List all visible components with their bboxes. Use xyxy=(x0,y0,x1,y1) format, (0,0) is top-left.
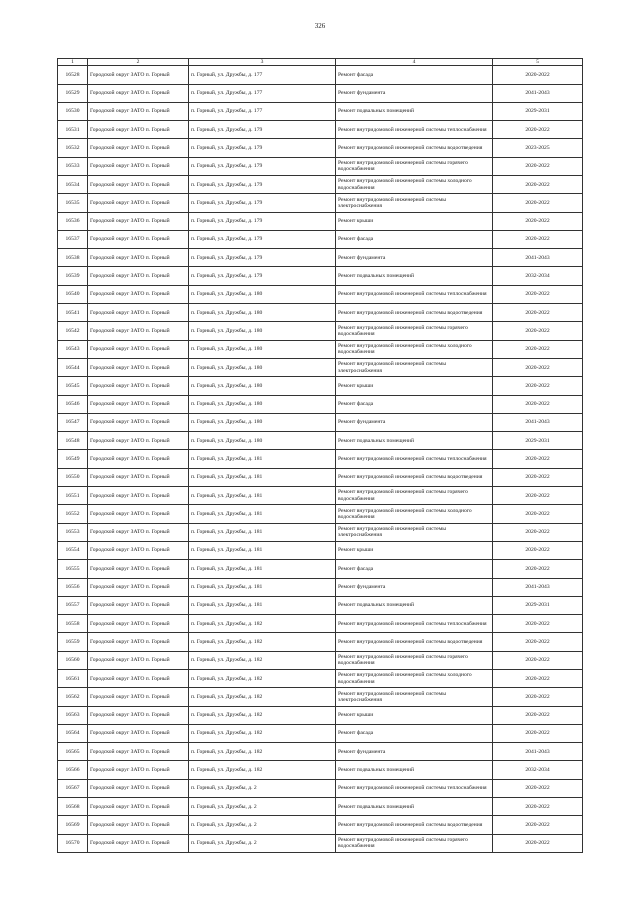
address-cell: п. Горный, ул. Дружбы, д. 180 xyxy=(189,377,336,395)
row-number-cell: 16528 xyxy=(58,66,88,84)
address-cell: п. Горный, ул. Дружбы, д. 179 xyxy=(189,175,336,193)
row-number-cell: 16542 xyxy=(58,322,88,340)
municipality-cell: Городской округ ЗАТО п. Горный xyxy=(88,468,189,486)
address-cell: п. Горный, ул. Дружбы, д. 180 xyxy=(189,413,336,431)
address-cell: п. Горный, ул. Дружбы, д. 182 xyxy=(189,743,336,761)
address-cell: п. Горный, ул. Дружбы, д. 182 xyxy=(189,724,336,742)
address-cell: п. Горный, ул. Дружбы, д. 177 xyxy=(189,66,336,84)
table-row xyxy=(58,798,583,816)
row-number-cell: 16555 xyxy=(58,560,88,578)
municipality-cell: Городской округ ЗАТО п. Горный xyxy=(88,487,189,505)
period-cell: 2041-2043 xyxy=(493,413,583,431)
municipality-cell: Городской округ ЗАТО п. Горный xyxy=(88,670,189,688)
row-number-cell: 16554 xyxy=(58,541,88,559)
work-type-cell: Ремонт подвальных помещений xyxy=(336,798,493,816)
work-type-cell: Ремонт подвальных помещений xyxy=(336,432,493,450)
table-row xyxy=(58,541,583,559)
table-row xyxy=(58,175,583,193)
row-number-cell: 16546 xyxy=(58,395,88,413)
table-body xyxy=(58,66,583,853)
table-header xyxy=(58,59,583,66)
row-number-cell: 16535 xyxy=(58,194,88,212)
work-type-cell: Ремонт внутридомовой инженерной системы горячего водоснабжения xyxy=(336,157,493,175)
municipality-cell: Городской округ ЗАТО п. Горный xyxy=(88,761,189,779)
row-number-cell: 16565 xyxy=(58,743,88,761)
work-type-cell: Ремонт крыши xyxy=(336,541,493,559)
period-cell: 2020-2022 xyxy=(493,304,583,322)
header-row xyxy=(58,59,583,66)
table-row xyxy=(58,487,583,505)
work-type-cell: Ремонт внутридомовой инженерной системы горячего водоснабжения xyxy=(336,487,493,505)
work-type-cell: Ремонт внутридомовой инженерной системы водоотведения xyxy=(336,139,493,157)
municipality-cell: Городской округ ЗАТО п. Горный xyxy=(88,450,189,468)
period-cell: 2020-2022 xyxy=(493,724,583,742)
municipality-cell: Городской округ ЗАТО п. Горный xyxy=(88,706,189,724)
period-cell: 2020-2022 xyxy=(493,377,583,395)
address-cell: п. Горный, ул. Дружбы, д. 182 xyxy=(189,651,336,669)
address-cell: п. Горный, ул. Дружбы, д. 180 xyxy=(189,322,336,340)
table-row xyxy=(58,505,583,523)
table-row xyxy=(58,413,583,431)
period-cell: 2032-2034 xyxy=(493,761,583,779)
period-cell: 2041-2043 xyxy=(493,743,583,761)
address-cell: п. Горный, ул. Дружбы, д. 182 xyxy=(189,761,336,779)
work-type-cell: Ремонт внутридомовой инженерной системы водоотведения xyxy=(336,304,493,322)
period-cell: 2041-2043 xyxy=(493,84,583,102)
period-cell: 2023-2025 xyxy=(493,139,583,157)
work-type-cell: Ремонт подвальных помещений xyxy=(336,761,493,779)
period-cell: 2020-2022 xyxy=(493,175,583,193)
period-cell: 2020-2022 xyxy=(493,505,583,523)
municipality-cell: Городской округ ЗАТО п. Горный xyxy=(88,688,189,706)
work-type-cell: Ремонт внутридомовой инженерной системы теплоснабжения xyxy=(336,285,493,303)
municipality-cell: Городской округ ЗАТО п. Горный xyxy=(88,84,189,102)
address-cell: п. Горный, ул. Дружбы, д. 181 xyxy=(189,596,336,614)
table-row xyxy=(58,743,583,761)
row-number-cell: 16548 xyxy=(58,432,88,450)
address-cell: п. Горный, ул. Дружбы, д. 180 xyxy=(189,340,336,358)
row-number-cell: 16545 xyxy=(58,377,88,395)
column-header-3: 3 xyxy=(189,59,336,66)
municipality-cell: Городской округ ЗАТО п. Горный xyxy=(88,615,189,633)
municipality-cell: Городской округ ЗАТО п. Горный xyxy=(88,413,189,431)
work-type-cell: Ремонт фасада xyxy=(336,724,493,742)
address-cell: п. Горный, ул. Дружбы, д. 179 xyxy=(189,157,336,175)
work-type-cell: Ремонт подвальных помещений xyxy=(336,102,493,120)
row-number-cell: 16543 xyxy=(58,340,88,358)
period-cell: 2020-2022 xyxy=(493,230,583,248)
municipality-cell: Городской округ ЗАТО п. Горный xyxy=(88,102,189,120)
work-type-cell: Ремонт внутридомовой инженерной системы теплоснабжения xyxy=(336,615,493,633)
row-number-cell: 16529 xyxy=(58,84,88,102)
address-cell: п. Горный, ул. Дружбы, д. 177 xyxy=(189,84,336,102)
table-row xyxy=(58,633,583,651)
table-row xyxy=(58,322,583,340)
municipality-cell: Городской округ ЗАТО п. Горный xyxy=(88,377,189,395)
address-cell: п. Горный, ул. Дружбы, д. 177 xyxy=(189,102,336,120)
row-number-cell: 16536 xyxy=(58,212,88,230)
registry-table xyxy=(57,58,583,853)
table-row xyxy=(58,761,583,779)
table-row xyxy=(58,596,583,614)
work-type-cell: Ремонт внутридомовой инженерной системы горячего водоснабжения xyxy=(336,322,493,340)
work-type-cell: Ремонт внутридомовой инженерной системы электроснабжения xyxy=(336,688,493,706)
period-cell: 2020-2022 xyxy=(493,779,583,797)
municipality-cell: Городской округ ЗАТО п. Горный xyxy=(88,724,189,742)
table-row xyxy=(58,267,583,285)
table-row xyxy=(58,450,583,468)
work-type-cell: Ремонт внутридомовой инженерной системы электроснабжения xyxy=(336,194,493,212)
address-cell: п. Горный, ул. Дружбы, д. 181 xyxy=(189,541,336,559)
period-cell: 2020-2022 xyxy=(493,450,583,468)
municipality-cell: Городской округ ЗАТО п. Горный xyxy=(88,816,189,834)
period-cell: 2041-2043 xyxy=(493,249,583,267)
address-cell: п. Горный, ул. Дружбы, д. 181 xyxy=(189,487,336,505)
row-number-cell: 16553 xyxy=(58,523,88,541)
period-cell: 2020-2022 xyxy=(493,523,583,541)
address-cell: п. Горный, ул. Дружбы, д. 181 xyxy=(189,468,336,486)
page-number: 326 xyxy=(314,22,326,30)
period-cell: 2020-2022 xyxy=(493,541,583,559)
table-row xyxy=(58,84,583,102)
table-row xyxy=(58,834,583,852)
period-cell: 2020-2022 xyxy=(493,798,583,816)
table-row xyxy=(58,194,583,212)
row-number-cell: 16559 xyxy=(58,633,88,651)
table-row xyxy=(58,285,583,303)
table-row xyxy=(58,230,583,248)
table-row xyxy=(58,688,583,706)
period-cell: 2029-2031 xyxy=(493,596,583,614)
address-cell: п. Горный, ул. Дружбы, д. 179 xyxy=(189,194,336,212)
municipality-cell: Городской округ ЗАТО п. Горный xyxy=(88,230,189,248)
address-cell: п. Горный, ул. Дружбы, д. 179 xyxy=(189,230,336,248)
municipality-cell: Городской округ ЗАТО п. Горный xyxy=(88,175,189,193)
period-cell: 2020-2022 xyxy=(493,688,583,706)
row-number-cell: 16564 xyxy=(58,724,88,742)
period-cell: 2020-2022 xyxy=(493,487,583,505)
table-row xyxy=(58,523,583,541)
municipality-cell: Городской округ ЗАТО п. Горный xyxy=(88,523,189,541)
address-cell: п. Горный, ул. Дружбы, д. 180 xyxy=(189,304,336,322)
period-cell: 2020-2022 xyxy=(493,194,583,212)
period-cell: 2020-2022 xyxy=(493,157,583,175)
period-cell: 2020-2022 xyxy=(493,651,583,669)
period-cell: 2020-2022 xyxy=(493,395,583,413)
address-cell: п. Горный, ул. Дружбы, д. 2 xyxy=(189,816,336,834)
address-cell: п. Горный, ул. Дружбы, д. 179 xyxy=(189,139,336,157)
table-row xyxy=(58,102,583,120)
work-type-cell: Ремонт фундамента xyxy=(336,743,493,761)
row-number-cell: 16541 xyxy=(58,304,88,322)
address-cell: п. Горный, ул. Дружбы, д. 181 xyxy=(189,560,336,578)
row-number-cell: 16556 xyxy=(58,578,88,596)
work-type-cell: Ремонт внутридомовой инженерной системы теплоснабжения xyxy=(336,121,493,139)
municipality-cell: Городской округ ЗАТО п. Горный xyxy=(88,633,189,651)
column-header-5: 5 xyxy=(493,59,583,66)
table-row xyxy=(58,615,583,633)
row-number-cell: 16552 xyxy=(58,505,88,523)
work-type-cell: Ремонт внутридомовой инженерной системы горячего водоснабжения xyxy=(336,834,493,852)
municipality-cell: Городской округ ЗАТО п. Горный xyxy=(88,779,189,797)
municipality-cell: Городской округ ЗАТО п. Горный xyxy=(88,340,189,358)
municipality-cell: Городской округ ЗАТО п. Горный xyxy=(88,432,189,450)
table-row xyxy=(58,651,583,669)
address-cell: п. Горный, ул. Дружбы, д. 182 xyxy=(189,615,336,633)
row-number-cell: 16560 xyxy=(58,651,88,669)
row-number-cell: 16533 xyxy=(58,157,88,175)
municipality-cell: Городской округ ЗАТО п. Горный xyxy=(88,121,189,139)
period-cell: 2020-2022 xyxy=(493,560,583,578)
row-number-cell: 16561 xyxy=(58,670,88,688)
period-cell: 2020-2022 xyxy=(493,322,583,340)
row-number-cell: 16566 xyxy=(58,761,88,779)
municipality-cell: Городской округ ЗАТО п. Горный xyxy=(88,505,189,523)
row-number-cell: 16534 xyxy=(58,175,88,193)
table-row xyxy=(58,139,583,157)
municipality-cell: Городской округ ЗАТО п. Горный xyxy=(88,66,189,84)
row-number-cell: 16530 xyxy=(58,102,88,120)
address-cell: п. Горный, ул. Дружбы, д. 182 xyxy=(189,706,336,724)
work-type-cell: Ремонт крыши xyxy=(336,377,493,395)
table-row xyxy=(58,468,583,486)
work-type-cell: Ремонт внутридомовой инженерной системы водоотведения xyxy=(336,633,493,651)
work-type-cell: Ремонт внутридомовой инженерной системы теплоснабжения xyxy=(336,450,493,468)
table-row xyxy=(58,670,583,688)
address-cell: п. Горный, ул. Дружбы, д. 179 xyxy=(189,212,336,230)
work-type-cell: Ремонт внутридомовой инженерной системы холодного водоснабжения xyxy=(336,670,493,688)
municipality-cell: Городской округ ЗАТО п. Горный xyxy=(88,212,189,230)
period-cell: 2032-2034 xyxy=(493,267,583,285)
row-number-cell: 16558 xyxy=(58,615,88,633)
period-cell: 2020-2022 xyxy=(493,633,583,651)
table-row xyxy=(58,157,583,175)
municipality-cell: Городской округ ЗАТО п. Горный xyxy=(88,560,189,578)
row-number-cell: 16531 xyxy=(58,121,88,139)
row-number-cell: 16562 xyxy=(58,688,88,706)
row-number-cell: 16539 xyxy=(58,267,88,285)
municipality-cell: Городской округ ЗАТО п. Горный xyxy=(88,395,189,413)
address-cell: п. Горный, ул. Дружбы, д. 2 xyxy=(189,779,336,797)
municipality-cell: Городской округ ЗАТО п. Горный xyxy=(88,285,189,303)
address-cell: п. Горный, ул. Дружбы, д. 2 xyxy=(189,798,336,816)
table-row xyxy=(58,706,583,724)
period-cell: 2020-2022 xyxy=(493,615,583,633)
table-row xyxy=(58,395,583,413)
row-number-cell: 16567 xyxy=(58,779,88,797)
municipality-cell: Городской округ ЗАТО п. Горный xyxy=(88,651,189,669)
address-cell: п. Горный, ул. Дружбы, д. 179 xyxy=(189,249,336,267)
row-number-cell: 16544 xyxy=(58,358,88,376)
row-number-cell: 16570 xyxy=(58,834,88,852)
address-cell: п. Горный, ул. Дружбы, д. 181 xyxy=(189,450,336,468)
table-row xyxy=(58,212,583,230)
period-cell: 2029-2031 xyxy=(493,432,583,450)
address-cell: п. Горный, ул. Дружбы, д. 181 xyxy=(189,523,336,541)
work-type-cell: Ремонт внутридомовой инженерной системы холодного водоснабжения xyxy=(336,505,493,523)
row-number-cell: 16569 xyxy=(58,816,88,834)
table-row xyxy=(58,377,583,395)
municipality-cell: Городской округ ЗАТО п. Горный xyxy=(88,194,189,212)
work-type-cell: Ремонт фундамента xyxy=(336,413,493,431)
work-type-cell: Ремонт внутридомовой инженерной системы холодного водоснабжения xyxy=(336,340,493,358)
work-type-cell: Ремонт внутридомовой инженерной системы теплоснабжения xyxy=(336,779,493,797)
address-cell: п. Горный, ул. Дружбы, д. 182 xyxy=(189,688,336,706)
municipality-cell: Городской округ ЗАТО п. Горный xyxy=(88,249,189,267)
work-type-cell: Ремонт фасада xyxy=(336,230,493,248)
address-cell: п. Горный, ул. Дружбы, д. 181 xyxy=(189,505,336,523)
period-cell: 2020-2022 xyxy=(493,670,583,688)
period-cell: 2020-2022 xyxy=(493,121,583,139)
row-number-cell: 16540 xyxy=(58,285,88,303)
row-number-cell: 16568 xyxy=(58,798,88,816)
address-cell: п. Горный, ул. Дружбы, д. 182 xyxy=(189,670,336,688)
row-number-cell: 16537 xyxy=(58,230,88,248)
period-cell: 2020-2022 xyxy=(493,66,583,84)
table-row xyxy=(58,578,583,596)
work-type-cell: Ремонт фундамента xyxy=(336,578,493,596)
work-type-cell: Ремонт подвальных помещений xyxy=(336,596,493,614)
table-row xyxy=(58,816,583,834)
work-type-cell: Ремонт внутридомовой инженерной системы электроснабжения xyxy=(336,523,493,541)
row-number-cell: 16563 xyxy=(58,706,88,724)
work-type-cell: Ремонт внутридомовой инженерной системы электроснабжения xyxy=(336,358,493,376)
row-number-cell: 16550 xyxy=(58,468,88,486)
work-type-cell: Ремонт внутридомовой инженерной системы горячего водоснабжения xyxy=(336,651,493,669)
municipality-cell: Городской округ ЗАТО п. Горный xyxy=(88,578,189,596)
municipality-cell: Городской округ ЗАТО п. Горный xyxy=(88,541,189,559)
row-number-cell: 16557 xyxy=(58,596,88,614)
address-cell: п. Горный, ул. Дружбы, д. 180 xyxy=(189,285,336,303)
work-type-cell: Ремонт крыши xyxy=(336,706,493,724)
row-number-cell: 16547 xyxy=(58,413,88,431)
address-cell: п. Горный, ул. Дружбы, д. 180 xyxy=(189,395,336,413)
address-cell: п. Горный, ул. Дружбы, д. 179 xyxy=(189,267,336,285)
table-row xyxy=(58,724,583,742)
period-cell: 2020-2022 xyxy=(493,706,583,724)
table-row xyxy=(58,560,583,578)
table-row xyxy=(58,779,583,797)
municipality-cell: Городской округ ЗАТО п. Горный xyxy=(88,358,189,376)
period-cell: 2020-2022 xyxy=(493,212,583,230)
work-type-cell: Ремонт крыши xyxy=(336,212,493,230)
table-row xyxy=(58,304,583,322)
work-type-cell: Ремонт фундамента xyxy=(336,249,493,267)
period-cell: 2020-2022 xyxy=(493,358,583,376)
municipality-cell: Городской округ ЗАТО п. Горный xyxy=(88,834,189,852)
period-cell: 2020-2022 xyxy=(493,340,583,358)
work-type-cell: Ремонт фасада xyxy=(336,560,493,578)
work-type-cell: Ремонт фундамента xyxy=(336,84,493,102)
period-cell: 2041-2043 xyxy=(493,578,583,596)
column-header-4: 4 xyxy=(336,59,493,66)
table-row xyxy=(58,249,583,267)
period-cell: 2020-2022 xyxy=(493,285,583,303)
municipality-cell: Городской округ ЗАТО п. Горный xyxy=(88,798,189,816)
table-row xyxy=(58,340,583,358)
row-number-cell: 16551 xyxy=(58,487,88,505)
table-row xyxy=(58,66,583,84)
work-type-cell: Ремонт фасада xyxy=(336,395,493,413)
municipality-cell: Городской округ ЗАТО п. Горный xyxy=(88,139,189,157)
table-row xyxy=(58,432,583,450)
municipality-cell: Городской округ ЗАТО п. Горный xyxy=(88,743,189,761)
municipality-cell: Городской округ ЗАТО п. Горный xyxy=(88,596,189,614)
municipality-cell: Городской округ ЗАТО п. Горный xyxy=(88,304,189,322)
municipality-cell: Городской округ ЗАТО п. Горный xyxy=(88,267,189,285)
municipality-cell: Городской округ ЗАТО п. Горный xyxy=(88,322,189,340)
work-type-cell: Ремонт внутридомовой инженерной системы водоотведения xyxy=(336,468,493,486)
table-row xyxy=(58,121,583,139)
work-type-cell: Ремонт подвальных помещений xyxy=(336,267,493,285)
address-cell: п. Горный, ул. Дружбы, д. 180 xyxy=(189,358,336,376)
work-type-cell: Ремонт внутридомовой инженерной системы холодного водоснабжения xyxy=(336,175,493,193)
column-header-2: 2 xyxy=(88,59,189,66)
table-row xyxy=(58,358,583,376)
row-number-cell: 16549 xyxy=(58,450,88,468)
address-cell: п. Горный, ул. Дружбы, д. 179 xyxy=(189,121,336,139)
row-number-cell: 16538 xyxy=(58,249,88,267)
column-header-1: 1 xyxy=(58,59,88,66)
work-type-cell: Ремонт фасада xyxy=(336,66,493,84)
address-cell: п. Горный, ул. Дружбы, д. 180 xyxy=(189,432,336,450)
address-cell: п. Горный, ул. Дружбы, д. 181 xyxy=(189,578,336,596)
municipality-cell: Городской округ ЗАТО п. Горный xyxy=(88,157,189,175)
work-type-cell: Ремонт внутридомовой инженерной системы водоотведения xyxy=(336,816,493,834)
row-number-cell: 16532 xyxy=(58,139,88,157)
period-cell: 2020-2022 xyxy=(493,816,583,834)
period-cell: 2020-2022 xyxy=(493,468,583,486)
address-cell: п. Горный, ул. Дружбы, д. 182 xyxy=(189,633,336,651)
period-cell: 2020-2022 xyxy=(493,834,583,852)
period-cell: 2029-2031 xyxy=(493,102,583,120)
address-cell: п. Горный, ул. Дружбы, д. 2 xyxy=(189,834,336,852)
